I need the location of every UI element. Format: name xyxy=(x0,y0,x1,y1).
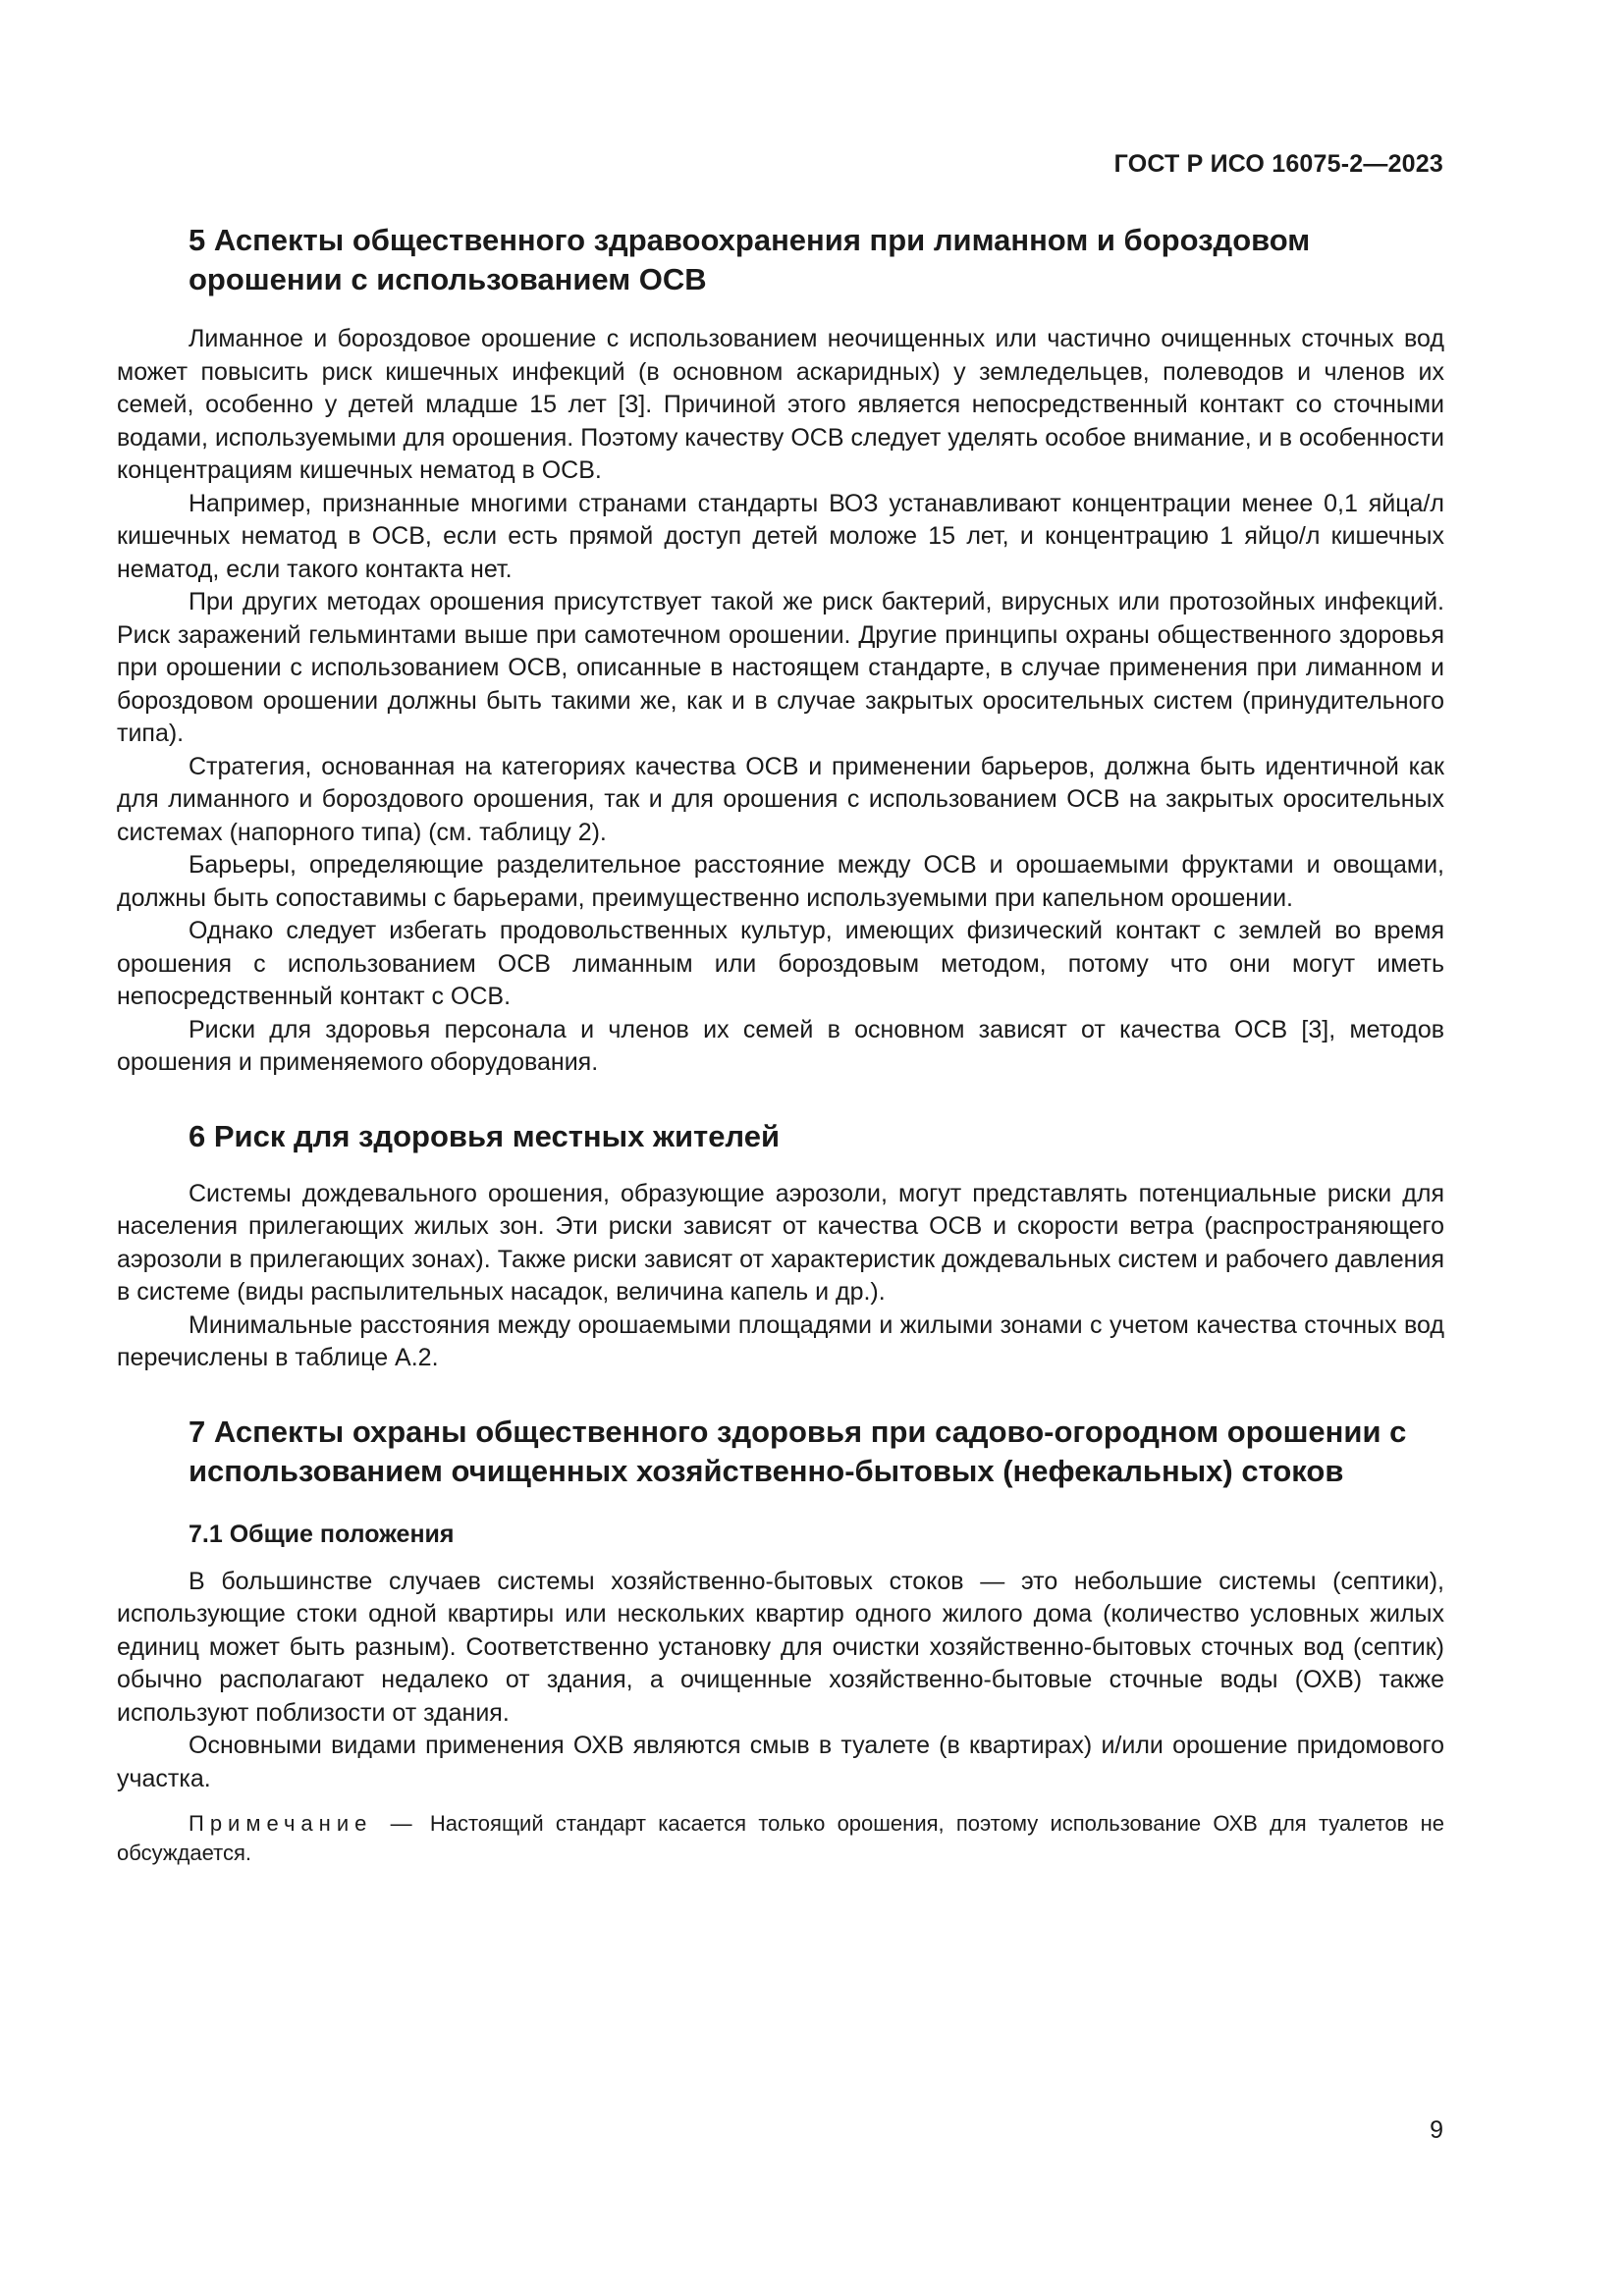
paragraph: Основными видами применения ОХВ являются смыв в туалете (в квартирах) и/или орошение придомового участка. xyxy=(117,1732,1444,1792)
section-7-heading: 7 Аспекты охраны общественного здоровья при садово-огородном орошении с использованием очищенных хозяйственно-бытовых (нефекальных) стоков xyxy=(189,1414,1407,1488)
section-6-heading: 6 Риск для здоровья местных жителей xyxy=(189,1118,781,1153)
paragraph: Например, признанные многими странами стандарты ВОЗ устанавливают концентрации менее 0,1 яйца/л кишечных нематод в ОСВ, если есть прямой доступ детей моложе 15 лет, и концентрацию 1 яйцо/л кишечных нематод, если такого контакта нет. xyxy=(117,489,1444,583)
page-number: 9 xyxy=(1430,2116,1443,2144)
paragraph: Барьеры, определяющие разделительное расстояние между ОСВ и орошаемыми фруктами и овощами, должны быть сопоставимы с барьерами, преимущественно используемыми при капельном орошении. xyxy=(117,851,1444,912)
note xyxy=(117,1809,1444,1868)
paragraph: Стратегия, основанная на категориях качества ОСВ и применении барьеров, должна быть идентичной как для лиманного и бороздового орошения, так и для орошения с использованием ОСВ на закрытых оросительных системах (напорного типа) (см. таблицу 2). xyxy=(117,752,1444,846)
paragraph: В большинстве случаев системы хозяйственно-бытовых стоков — это небольшие системы (септики), использующие стоки одной квартиры или нескольких квартир одного жилого дома (количество условных жилых единиц может быть разным). Соответственно установку для очистки хозяйственно-бытовых сточных вод (септик) обычно располагают недалеко от здания, а очищенные хозяйственно-бытовые сточные воды (ОХВ) также используют поблизости от здания. xyxy=(117,1567,1444,1727)
subsection-7-1-heading: 7.1 Общие положения xyxy=(189,1520,455,1548)
document-code: ГОСТ Р ИСО 16075-2—2023 xyxy=(1113,150,1443,178)
paragraph: Системы дождевального орошения, образующие аэрозоли, могут представлять потенциальные риски для населения прилегающих жилых зон. Эти риски зависят от качества ОСВ и скорости ветра (распространяющего аэрозоли в прилегающих зонах). Также риски зависят от характеристик дождевальных систем и рабочего давления в системе (виды распылительных насадок, величина капель и др.). xyxy=(117,1179,1444,1306)
paragraph: Минимальные расстояния между орошаемыми площадями и жилыми зонами с учетом качества сточных вод перечислены в таблице А.2. xyxy=(117,1310,1444,1371)
paragraph: Однако следует избегать продовольственных культур, имеющих физический контакт с землей во время орошения с использованием ОСВ лиманным или бороздовым методом, потому что они могут иметь непосредственный контакт с ОСВ. xyxy=(117,917,1444,1010)
section-5-heading: 5 Аспекты общественного здравоохранения при лиманном и бороздовом орошении с использованием ОСВ xyxy=(189,223,1311,296)
paragraph: Лиманное и бороздовое орошение с использованием неочищенных или частично очищенных сточных вод может повысить риск кишечных инфекций (в основном аскаридных) у земледельцев, полеводов и членов их семей, особенно у детей младше 15 лет [3]. Причиной этого является непосредственный контакт со сточными водами, используемыми для орошения. Поэтому качеству ОСВ следует уделять особое внимание, и в особенности концентрациям кишечных нематод в ОСВ. xyxy=(117,325,1444,484)
page-content xyxy=(117,221,1444,1868)
note-text: Настоящий стандарт касается только орошения, поэтому использование ОХВ для туалетов не обсуждается. xyxy=(117,1811,1444,1865)
paragraph: Риски для здоровья персонала и членов их семей в основном зависят от качества ОСВ [3], методов орошения и применяемого оборудования. xyxy=(117,1015,1444,1076)
paragraph: При других методах орошения присутствует такой же риск бактерий, вирусных или протозойных инфекций. Риск заражений гельминтами выше при самотечном орошении. Другие принципы охраны общественного здоровья при орошении с использованием ОСВ, описанные в настоящем стандарте, в случае применения при лиманном и бороздовом орошении должны быть такими же, как и в случае закрытых оросительных систем (принудительного типа). xyxy=(117,588,1444,747)
note-label: Примечание — xyxy=(189,1811,418,1836)
